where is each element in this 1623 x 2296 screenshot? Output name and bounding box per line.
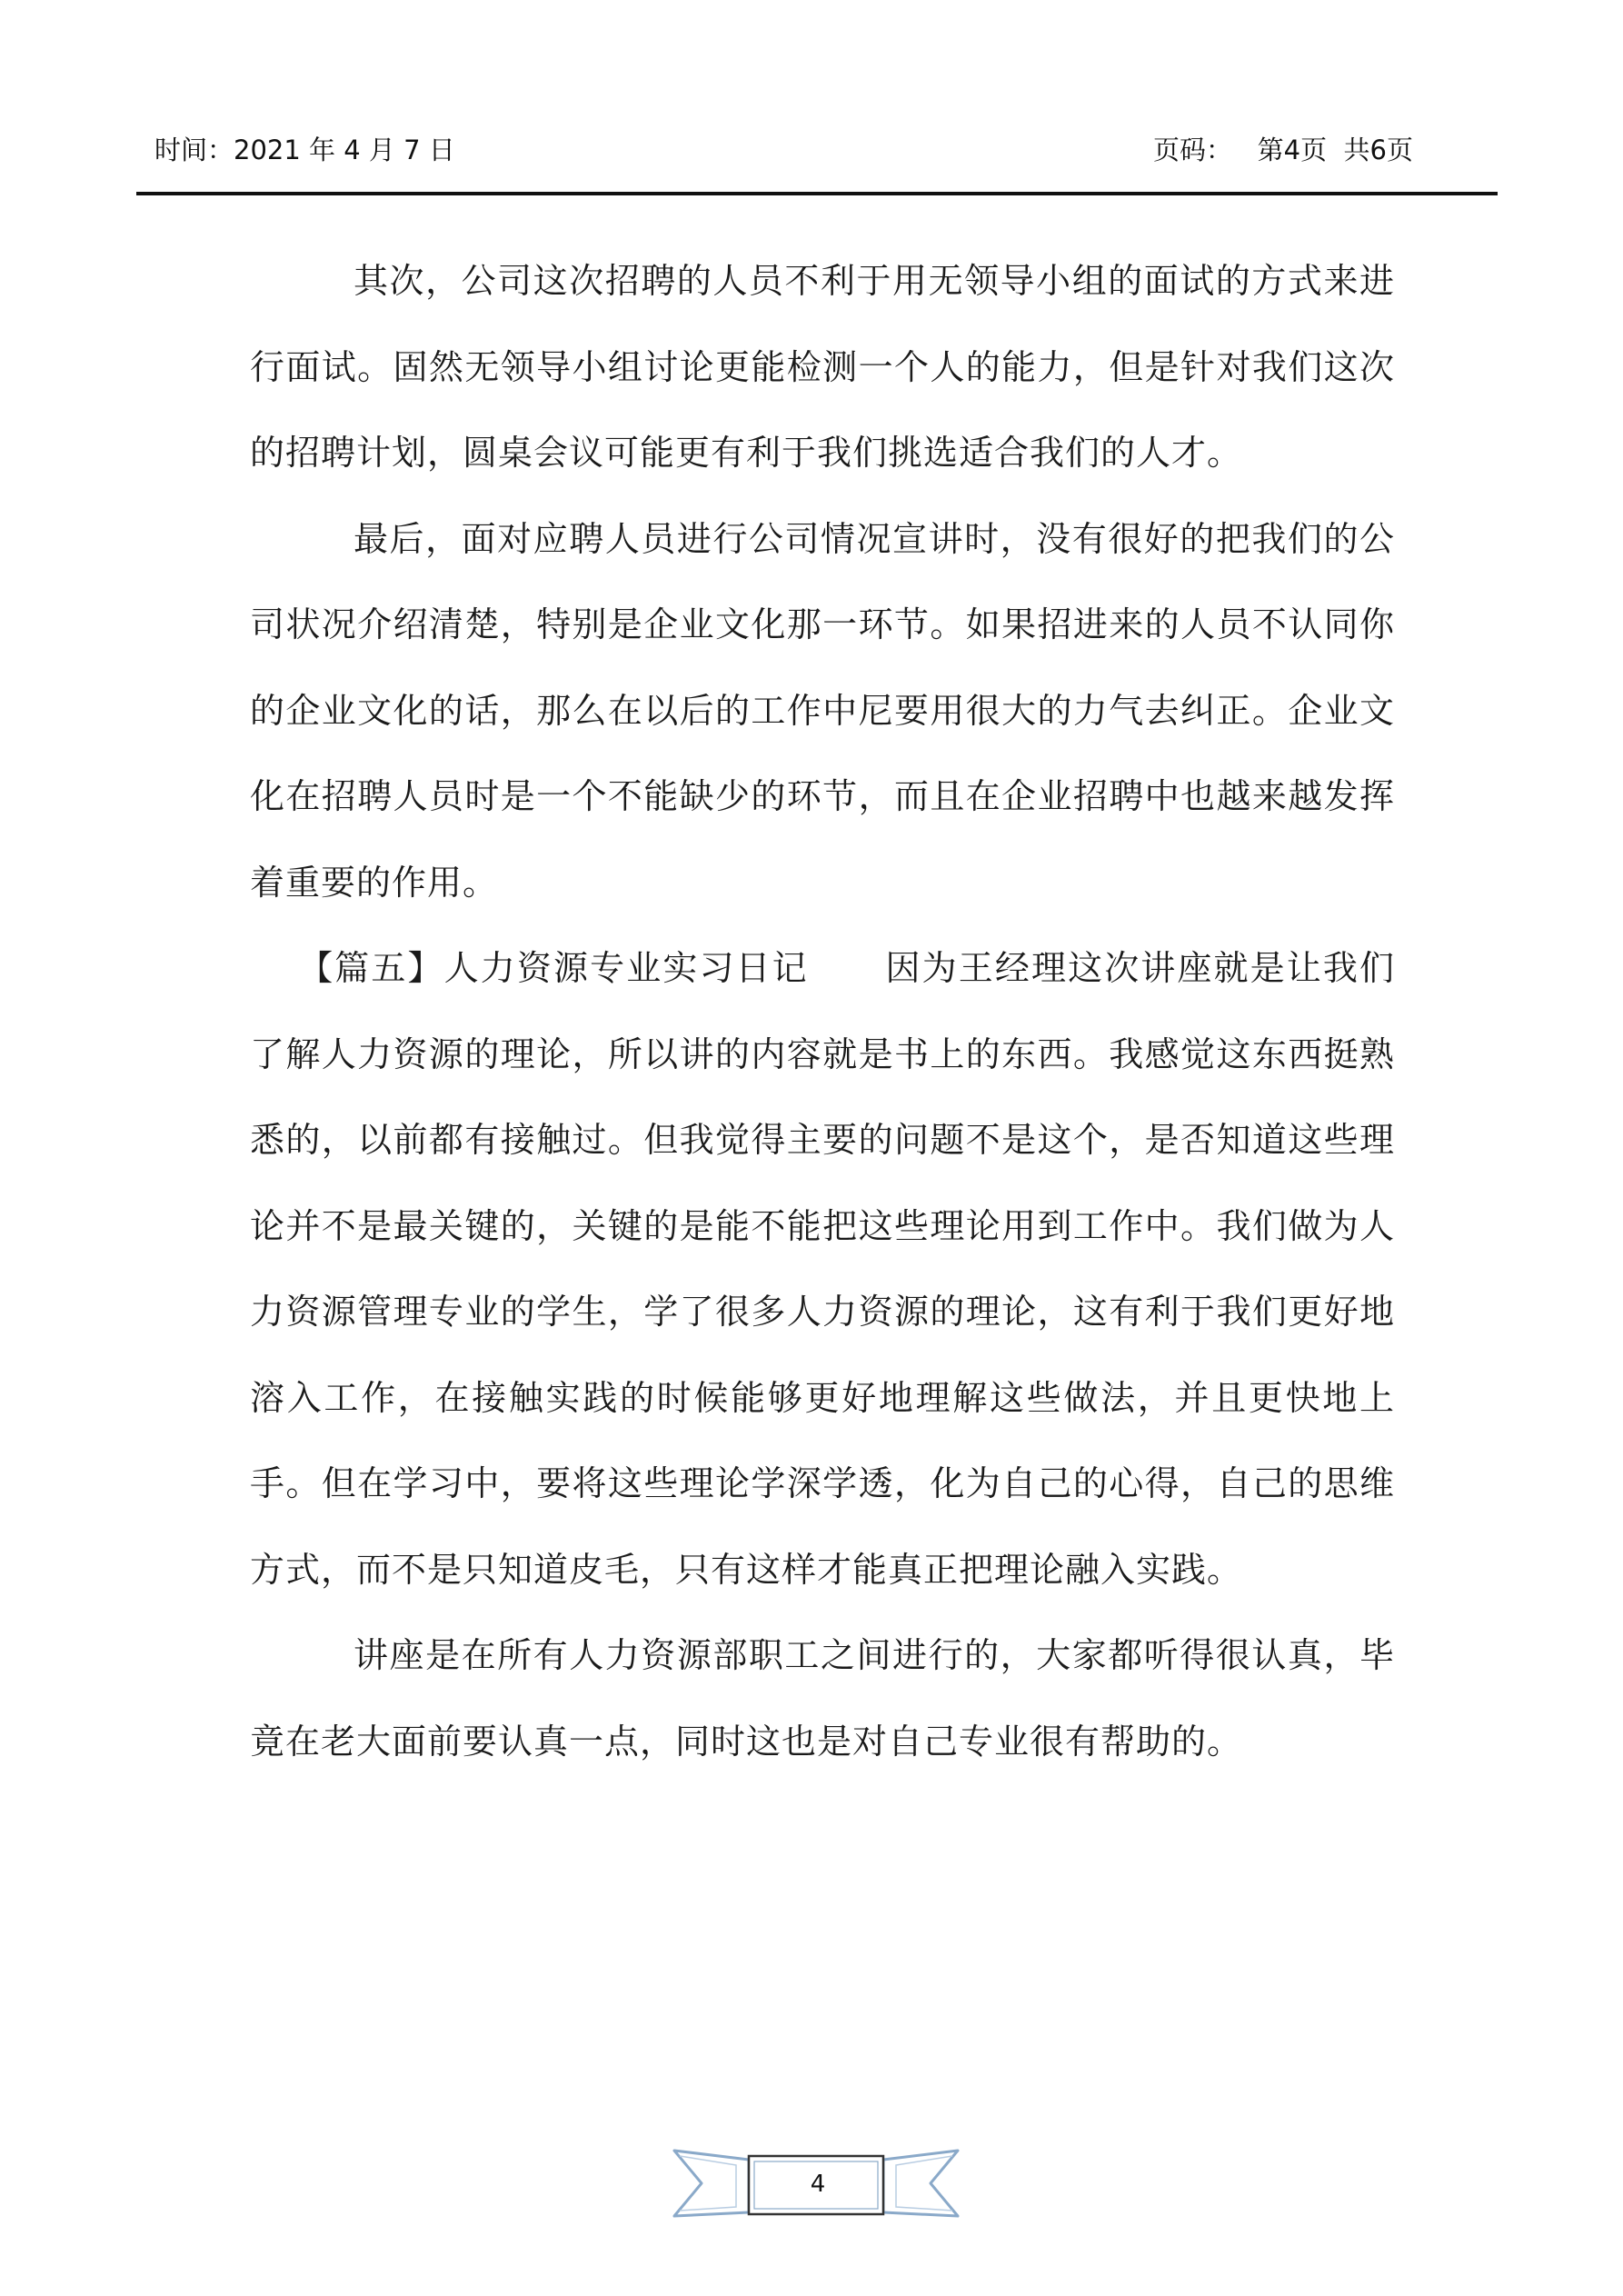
paragraph-second-point <box>250 238 1395 496</box>
paragraph-text: 讲座是在所有人力资源部职工之间进行的，大家都听得很认真，毕竟在老大面前要认真一点，同时这也是对自己专业很有帮助的。 <box>250 1635 1395 1762</box>
paragraph-text: 其次，公司这次招聘的人员不利于用无领导小组的面试的方式来进行面试。固然无领导小组讨论更能检测一个人的能力，但是针对我们这次的招聘计划，圆桌会议可能更有利于我们挑选适合我们的人才。 <box>250 261 1395 473</box>
section-heading: 【篇五】人力资源专业实习日记 <box>298 948 809 988</box>
paragraph-last-point <box>250 496 1395 926</box>
header-divider <box>136 192 1498 195</box>
header-date: 时间：2021 年 4 月 7 日 <box>154 135 455 165</box>
paragraph-section-five <box>250 925 1395 1612</box>
paragraph-text: 最后，面对应聘人员进行公司情况宣讲时，没有很好的把我们的公司状况介绍清楚，特别是企业文化那一环节。如果招进来的人员不认同你的企业文化的话，那么在以后的工作中尼要用很大的力气去纠正。企业文化在招聘人员时是一个不能缺少的环节，而且在企业招聘中也越来越发挥着重要的作用。 <box>250 518 1395 903</box>
footer-page-number: 4 <box>810 2171 826 2198</box>
paragraph-lecture <box>250 1612 1395 1784</box>
page-header <box>136 123 1413 168</box>
document-body <box>250 238 1395 1784</box>
header-page-info: 页码： 第4页 共6页 <box>1153 135 1413 165</box>
paragraph-text: 因为王经理这次讲座就是让我们了解人力资源的理论，所以讲的内容就是书上的东西。我感觉这东西挺熟悉的，以前都有接触过。但我觉得主要的问题不是这个，是否知道这些理论并不是最关键的，关键的是能不能把这些理论用到工作中。我们做为人力资源管理专业的学生，学了很多人力资源的理论，这有利于我们更好地溶入工作，在接触实践的时候能够更好地理解这些做法，并且更快地上手。但在学习中，要将这些理论学深学透，化为自己的心得，自己的思维方式，而不是只知道皮毛，只有这样才能真正把理论融入实践。 <box>250 948 1395 1590</box>
